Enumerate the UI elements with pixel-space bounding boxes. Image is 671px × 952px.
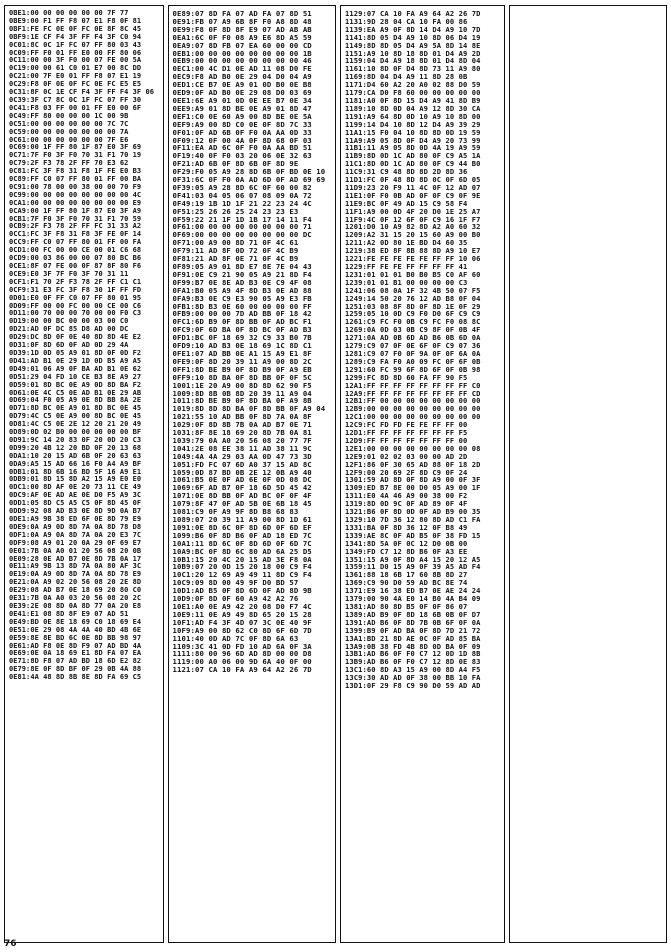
hex-dump-line: 0EA9:07 8D FB 07 EA 60 00 00 CD [172,40,312,50]
hex-dump-line: 0E71:8D F8 07 AD BD 18 6D E2 82 [9,657,142,666]
hex-dump-line: 0DC9:AF 0E AD AE 0E D0 F5 A9 3C [9,491,142,500]
hex-dump-line: 10D9:0F 8D 0F 60 A9 42 A2 76 [172,594,299,604]
hex-dump-line: 0D31:0F 8D 6D 0F AD 0D 29 4A [9,341,129,350]
hex-dump-line: 1281:C9 07 F0 0F 9A 0F 0F 6A 0A [345,348,481,358]
hex-dump-line: 1219:38 ED 8F 8B 88 8D A9 10 E7 [345,246,481,256]
hex-dump-line: 0D49:01 06 A9 0F BA AD B1 0E 62 [9,364,142,373]
hex-dump-line: 0ED1:CE B7 0E A9 01 0D B0 0E B8 [172,80,312,90]
hex-dump-line: 1019:8D 8D 8D BA 0F 8D BB 0F A9 04 [172,404,326,414]
hex-dump-line: 1191:A9 64 8D 0D 10 A9 10 8D 00 [345,111,481,121]
hex-dump-line: 0F81:21 AD 8F 0E 71 0F 4C B9 [172,254,299,264]
hex-dump-line: 1329:10 7D 36 12 80 8D AD C1 FA [345,515,481,524]
hex-dump-line: 0C01:8C 0C 1F FC 07 FF 80 03 43 [9,40,142,49]
hex-dump-line: 0C71:7F F0 3F F0 70 31 F1 70 19 [9,151,142,160]
hex-dump-line: 0EE1:6E A9 01 0D 0E EE B7 0E 34 [172,95,312,105]
hex-dump-line: 1051:FD FC 07 6D A0 37 15 AD 8C [172,459,312,469]
hex-dump-line: 13C9:30 AD AD 0F 38 00 BB 10 FA [345,673,481,683]
hex-dump-line: 0CA1:00 00 00 00 00 00 00 00 E9 [9,198,142,207]
hex-dump-line: 13A1:BD 21 8D AE 0C 0F AD 85 BA [345,633,481,643]
hex-dump-line: 1371:E9 16 38 ED B7 0E AE 24 24 [345,586,481,596]
hex-dump-line: 0CA9:00 1F FF 80 1F 87 E0 3F A9 [9,206,142,215]
hex-dump-line: 0E61:AD F8 0E 8D F9 07 AD BD 4A [9,641,142,650]
hex-dump-line: 0C61:00 00 00 00 00 00 7F E6 [9,135,129,144]
hex-dump-line: 0F71:00 A9 00 8D 71 0F 4C 61 [172,238,299,248]
hex-dump-line: 0C51:00 00 00 00 00 00 7C 7C [9,119,129,128]
hex-dump-line: 10F1:AD F4 3F 4D 07 3C 0E 40 9F [172,617,312,627]
hex-dump-line: 1139:EA A9 0F 8D 14 D4 A9 10 7D [345,24,481,34]
hex-dump-line: 0F29:F0 05 A9 28 8D 6B 0F BD 0E 10 [172,167,326,177]
hex-dump-line: 0ED9:0F AD B0 0E 29 08 D0 03 69 [172,88,312,98]
hex-dump-line: 1011:8D BE B9 0F 8D BA 0F A9 8B [172,396,312,406]
hex-dump-line: 0E21:0A A9 02 20 56 08 20 2E 8D [9,578,142,587]
hex-dump-line: 0DB1:01 8D 6B 16 BD 5F 16 A9 E1 [9,467,142,476]
hex-dump-line: 0E31:7B 0A A0 03 20 56 08 20 2C [9,594,142,603]
hex-dump-line: 1349:FD C7 12 8D B6 0F A3 EE [345,546,468,556]
hex-dump-line: 1291:60 FC 99 6F 8D 6F 0F 0B 98 [345,364,481,374]
hex-dump-line: 0BE9:00 F1 FF F8 07 E1 F8 0F 81 [9,16,142,25]
hex-dump-line: 10C1:20 12 69 A9 49 11 8D C9 F4 [172,570,312,580]
hex-dump-line: 10B9:07 20 0D 15 20 18 00 C9 F4 [172,562,312,572]
hex-dump-line: 0FF1:8D BE B9 0F 8D B9 0F A9 EB [172,364,312,374]
hex-dump-line: 0E69:0E 0A 18 69 E1 8D FA 07 EA [9,649,142,658]
hex-dump-line: 0FE9:0F 8D 20 39 11 A9 00 8D 2C [172,356,312,366]
hex-dump-line: 1381:AD 80 8D B5 0F 0F 86 07 [345,601,468,611]
hex-dump-line: 0D91:9C 14 20 83 0F 20 0D 20 C3 [9,435,142,444]
hex-dump-line: 1151:A9 10 8D 18 8D 01 D4 A9 2D [345,48,481,58]
hex-dump-line: 11F1:A9 00 0D 4F 20 D0 1E 25 A7 [345,206,481,216]
hex-dump-line: 12C9:FC FD FD FE FE FF FF 00 [345,420,468,430]
hex-dump-line: 0BF9:1E CF F4 3F FF F4 3F C0 94 [9,32,142,41]
hex-dump-line: 0D61:0E 4C C5 0E AD B1 0E 29 AB [9,388,142,397]
hex-dump-line: 12D9:FF FF FF FF FF FF FF 00 [345,435,468,445]
hex-dump-line: 0EF1:C0 0E 60 A9 00 8D BE 0E 5A [172,111,312,121]
hex-dump-line: 0FD9:10 AD B3 0E 18 69 1C 8D C1 [172,341,312,351]
hex-dump-line: 0FC9:0F 6D BA 0F 8D BC 0F AD B3 [172,325,312,335]
hex-dump-line: 0C69:00 1F FF 80 1F 87 E0 3F 69 [9,143,142,152]
hex-dump-line: 0F61:00 00 00 00 00 00 00 00 71 [172,222,312,232]
hex-dump-line: 10A9:BC 0F 8D 6C 80 AD 6A 25 D5 [172,546,312,556]
hex-dump-line: 1039:79 0A A0 20 56 08 20 77 7F [172,435,312,445]
hex-dump-line: 1029:0F 8D 8B 7B 0A AD B7 0E 71 [172,420,312,430]
hex-dump-line: 0D29:DC 8D 0F 0E 40 8D 8D 4E E2 [9,333,142,342]
hex-dump-line: 0F39:05 A9 28 8D 6C 0F 60 00 82 [172,182,312,192]
hex-dump-line: 0CD1:00 FC 00 00 CE 00 01 C6 68 [9,246,142,255]
hex-dump-line: 1171:D4 60 A2 20 A0 02 88 D0 59 [345,80,481,90]
hex-dump-line: 12E9:01 02 02 03 00 00 AD 2D [345,451,468,461]
hex-dump-line: 0C41:F8 03 FF 00 01 FF E0 00 6F [9,103,142,112]
hex-dump-line: 1229:FF FE FE FF FF FF FF 41 [345,262,468,271]
hex-dump-line: 1081:C9 0F A9 9F 8D B8 68 83 [172,507,299,517]
hex-dump-line: 1369:C9 90 D0 59 AD BC 8E 74 [345,578,468,588]
hex-dump-line: 0F01:0F AD 6B 0F F0 0A AA 0D 33 [172,127,312,137]
hex-dump-line: 0FB9:00 00 00 7D AD BB 0F 18 42 [172,309,312,319]
hex-dump-line: 1269:0A 0D 03 0B C9 8F 0F 0B 4F [345,325,481,335]
hex-dump-line: 1319:8D 0D 9C 0F AD 89 0F 4F [345,499,468,509]
hex-dump-line: 1341:8D 5A 0F 0C 12 D0 0B 00 [345,538,468,548]
hex-dump-line: 1309:ED B7 8E 00 D0 05 A9 00 1F [345,483,481,493]
hex-dump-line: 1089:07 20 39 11 A9 00 8D 1D 61 [172,515,312,524]
hex-dump-line: 0DA9:A5 15 AD 66 16 F0 A4 A9 BF [9,459,142,468]
hex-dump-line: 0C11:00 00 3F F0 00 07 FE 00 5A [9,56,142,65]
hex-dump-line: 0EC1:00 4C D1 0E AD 11 08 D0 FE [172,64,312,74]
hex-dump-line: 12A9:FF FF FF FF FF FF FF FF CD [345,388,481,398]
hex-dump-line: 0C91:00 78 00 00 38 00 00 70 F9 [9,182,142,191]
hex-dump-line: 1121:07 CA 10 FA A9 64 A2 26 7D [172,665,312,675]
hex-dump-line: 0C19:00 00 61 C0 01 E7 00 8C DD [9,64,142,73]
hex-dump-line: 12E1:00 00 00 00 00 00 00 00 08 [345,443,481,453]
hex-dump-line: 1271:0A AD 0B 6D AD B6 0B 6D 0A [345,333,481,343]
hex-dump-line: 1279:C9 07 0F 0E 6F 0F C9 07 36 [345,341,481,351]
hex-dump-line: 1109:3C 41 0D FD 10 AD 6A 0F 3A [172,641,312,651]
hex-dump-line: 0CE9:E0 3F 7F F0 3F 70 31 11 [9,269,129,278]
hex-dump-line: 0E09:28 0E AD B7 0E 8D 7B 0A 17 [9,554,142,563]
hex-dump-line: 10F9:A9 00 8D 62 C0 8D 6F 6D 7D [172,625,312,635]
hex-dump-line: 1211:A2 0D 80 1E BD D4 60 35 [345,238,468,248]
hex-dump-line: 0D89:0D 02 B0 00 00 00 00 00 BF [9,428,142,437]
hex-dump-line: 0CB1:7F F0 3F F0 70 31 F1 70 59 [9,214,142,223]
hex-dump-line: 1079:8F 47 0F AD 5B 0E 6B 18 45 [172,499,312,509]
hex-dump-line: 0EB9:00 00 00 00 00 00 00 00 46 [172,56,312,66]
hex-dump-line: 1361:88 18 6B 17 60 8B 8D 27 [345,570,468,580]
hex-dump-line: 11E9:BC 0F 49 AD 15 C9 58 F4 [345,198,468,208]
hex-dump-line: 1259:05 10 0D C9 F0 D0 6F C9 C9 [345,309,481,319]
hex-dump-line: 0E41:E1 08 8D 8F E9 07 AD 51 [9,609,129,618]
hex-dump-line: 12C1:00 00 00 00 00 00 00 00 00 [345,412,481,422]
hex-dump-line: 1071:0E 8D BB 0F AD BC 0F 0F 4F [172,491,312,501]
hex-dump-line: 12A1:FF FF FF FF FF FF FF FF C0 [345,380,481,390]
hex-dump-line: 1091:0E 8D 6C 0F 8D 6D 0F 6D EF [172,522,312,532]
hex-dump-line: 0D09:FF 00 00 FC 00 00 CE 00 C6 [9,301,142,310]
hex-dump-line: 0D59:01 8D BC 0E A9 0D 8D BA F2 [9,380,142,389]
hex-dump-line: 1009:8D 8B 0B 8D 20 39 11 A9 04 [172,388,312,398]
hex-dump-line: 13A9:0B 38 FD 4B 8D 0D BA 0F 09 [345,641,481,651]
hex-dump-line: 11A1:15 F0 04 10 8D 8D 0D 19 59 [345,127,481,137]
hex-dump-line: 0F19:40 0F F0 03 20 06 0E 32 63 [172,151,312,161]
hex-dump-line: 0C21:00 7F E0 01 FF F8 07 E1 19 [9,72,142,81]
hex-dump-line: 1141:8D 05 D4 A9 10 8D 06 D4 19 [345,32,481,42]
hex-dump-line: 0CC1:FC 3F F8 31 F8 3F FE 0F 14 [9,230,142,239]
hex-dump-line: 1339:AE 8C 0F AD B5 0F 38 FD 15 [345,530,481,540]
hex-dump-line: 11C1:8D 0D 1C AD 80 0F C9 44 B0 [345,159,481,169]
hex-dump-line: 0F51:25 26 26 25 24 23 23 E3 [172,206,299,216]
hex-dump-line: 1119:00 A0 06 00 9D 6A 40 0F 00 [172,657,312,667]
hex-dump-line: 1161:10 8D 0F D4 8D 73 11 A9 80 [345,64,481,74]
hex-dump-line: 0FC1:6D B9 0F 8D BB 0F AD BC F1 [172,317,312,327]
hex-dump-line: 0F69:00 00 00 00 00 00 00 00 DC [172,230,312,240]
hex-dump-line: 0D19:00 00 BC 00 00 03 00 C0 [9,317,129,326]
hex-dump-line: 1049:4A 4A 29 03 AA 0D 47 73 3D [172,451,312,461]
hex-dump-line: 0F89:05 A9 01 8D E7 8E 7E 04 43 [172,262,312,271]
hex-dump-line: 1249:14 50 20 76 12 AD B8 0F 04 [345,293,481,303]
hex-dump-line: 0F41:03 04 05 06 07 08 09 0A 72 [172,190,312,200]
hex-dump-line: 0DA1:10 20 15 AD 6B 0F 20 63 63 [9,451,142,460]
hex-dump-line: 0D71:8D BC 0E A9 01 8D BC 0E 45 [9,404,142,413]
hex-dump-line: 0CF1:F1 70 2F F3 78 2F FF C1 C1 [9,277,142,286]
hex-dump-line: 10C9:09 8D 00 49 9F D0 BD 57 [172,578,299,588]
hex-dump-line: 1239:01 01 B1 00 00 00 00 C3 [345,277,468,287]
hex-dump-line: 0F79:11 AD 8F 0D 72 0F 4C B9 [172,246,299,256]
hex-dump-line: 0D51:29 04 FD 10 CE B3 8E A9 27 [9,372,142,381]
hex-dump-line: 0FD1:BC 0F 18 69 32 C9 33 B0 7B [172,333,312,343]
hex-dump-line: 0E99:F8 0F 8D 8F E9 07 AD AB AB [172,24,312,34]
hex-dump-line: 0DF1:0A A9 0A 8D 7A 0A 20 E3 7C [9,530,142,539]
hex-dump-line: 0FB1:8D B3 0E 60 00 00 00 00 FF [172,301,312,311]
hex-dump-line: 1021:55 10 AD BB 0F 8D 7A 0A 8F [172,412,312,422]
hex-dump-line: 0EB1:00 00 00 00 00 00 00 00 1B [172,48,312,58]
hex-dump-line: 0C49:FF 80 00 00 00 1C 00 9B [9,111,129,120]
hex-dump-line: 0D21:AD 0F DC 85 D8 AD 00 DC [9,325,129,334]
hex-dump-line: 0E51:0E 29 08 4A 4A 40 BD 4B 6E [9,625,142,634]
hex-column-3 [340,5,505,943]
hex-dump-line: 1061:B5 0E 0F AD 6E 0F 0D 08 DC [172,475,312,485]
hex-dump-line: 1209:A2 31 15 20 15 60 A9 00 B0 [345,230,481,240]
hex-dump-line: 0FF9:10 8D BA 0F 8D BB 0F 0F 5C [172,372,312,382]
hex-dump-line: 0F09:12 0F 00 4A 0F 8D 68 0F 03 [172,135,312,145]
hex-dump-line: 0DE9:0A A9 0D 8D 7A 0A 8D 78 D8 [9,522,142,531]
hex-dump-line: 11A9:A9 05 8D 0F D4 A9 20 73 99 [345,135,481,145]
hex-dump-line: 10E9:11 0E A9 49 8D 65 20 15 28 [172,609,312,619]
hex-column-4 [509,5,668,943]
hex-dump-line: 0EF9:A9 00 8D C0 0E 0F 8D 7C 33 [172,119,312,129]
hex-dump-line: 12B9:00 00 00 00 00 00 00 00 00 [345,404,481,414]
hex-dump-line: 1201:D0 10 A9 82 8D A2 A0 60 32 [345,222,481,232]
hex-dump-line: 0E39:2E 08 8D 0A 8D 77 0A 20 E8 [9,601,142,610]
hex-dump-line: 12F9:00 20 69 2F 8D C9 0F 24 [345,467,468,477]
hex-dump-line: 0D69:04 F0 05 A9 0E 8D BB 8A 2E [9,396,142,405]
hex-dump-line: 0C99:00 00 00 00 00 00 00 00 4C [9,190,142,199]
hex-dump-line: 0D81:4C C5 0E 2E 12 20 21 20 49 [9,420,142,429]
hex-dump-line: 0E49:BD 0E 8E 18 69 C0 18 69 E4 [9,617,142,626]
hex-dump-line: 1059:0D 87 BD 0B 2E 12 0B A9 40 [172,467,312,477]
hex-dump-line: 0DF9:08 A9 01 20 0A 29 0F 69 E7 [9,538,142,547]
hex-dump-line: 1159:04 D4 A9 18 8D 01 D4 8D 04 [345,56,481,66]
hex-dump-line: 1129:07 CA 10 FA A9 64 A2 26 7D [345,9,481,18]
hex-dump-line: 11B9:8D 0D 1C AD 80 0F C9 A5 1A [345,151,481,161]
hex-dump-line: 0D79:4C C5 0E A9 00 8D BC 0E 45 [9,412,142,421]
hex-dump-line: 0C09:FF F0 01 FF E0 00 FF 80 06 [9,48,142,57]
hex-dump-line: 11D1:FC 0F 48 8D 8D 0C 0F 6D 05 [345,175,481,185]
hex-dump-line: 0CD9:00 03 86 00 00 07 80 BC B6 [9,254,142,263]
hex-dump-line: 1261:C9 FC F0 0B C9 FC F0 08 8C [345,317,481,327]
hex-dump-line: 0F49:19 1B 1D 1F 21 22 23 24 4C [172,198,312,208]
hex-dump-line: 0D01:E0 0F FF C0 07 FF 80 01 95 [9,293,142,302]
hex-dump-line: 0E01:7B 0A A0 01 20 56 08 20 0B [9,546,142,555]
hex-dump-line: 0CB9:2F F3 78 2F FF FC 31 33 A2 [9,222,142,231]
hex-dump-line: 0C81:FC 3F F8 31 F8 1F FE E0 B3 [9,167,142,176]
hex-column-1 [4,5,164,943]
hex-dump-line: 1391:AD B6 0F 8D 7B 0B 6F 0F 0A [345,617,481,627]
hex-column-2 [168,5,336,943]
hex-dump-line: 12B1:FF 00 00 00 00 00 00 00 00 [345,396,481,406]
hex-dump-line: 1379:00 90 4A E0 14 B0 4A B4 09 [345,594,481,604]
hex-dump-line: 0C39:3F C7 8C 0C 1F FC 07 FF 30 [9,95,142,104]
hex-dump-line: 13B9:AD B6 0F F0 C7 12 8D 0E 83 [345,657,481,667]
hex-dump-line: 1031:8F 8E 18 69 20 8D 7B 0A 81 [172,428,312,438]
hex-dump-line: 1189:10 8D 0D 04 A9 12 8D 30 CA [345,103,481,113]
page-number: 76 [4,939,17,949]
hex-dump-line: 13D1:0F 29 F8 C9 90 D0 59 AD AD [345,681,481,691]
hex-dump-line: 1351:15 A9 0F 8D A4 15 20 12 A5 [345,554,481,564]
hex-dump-line: 1251:03 08 8F 8D 0F 8D 1E 0F 29 [345,301,481,311]
hex-dump-line: 0C79:2F F3 78 2F FF 70 E3 62 [9,159,129,168]
hex-dump-line: 0D39:1D 0D 05 A9 01 8D 0F 0D F2 [9,348,142,357]
hex-dump-line: 0E19:0A A9 0D 8D 7A 0A 8D 78 E9 [9,570,142,579]
hex-dump-line: 0FA9:B3 0E C9 E3 90 05 A9 E3 FB [172,293,312,303]
hex-dump-line: 0C29:F8 0F 0E 0F FC 0E FC E5 E5 [9,80,142,89]
hex-dump-line: 0DD9:92 08 AD B3 0E 8D 9D 0A B7 [9,507,142,516]
hex-dump-line: 0E91:FB 07 A9 6B 8F F0 A8 8D 48 [172,16,312,26]
hex-dump-line: 0F99:B7 0E 8E AD B3 0E C9 4F 08 [172,277,312,287]
hex-dump-line: 1069:6F AD B7 0F 18 6D 5D 45 42 [172,483,312,493]
hex-dump-line: 0E81:4A 48 8D 8B 8E 8D FA 69 C5 [9,673,142,682]
hex-dump-line: 0D99:20 4B 12 20 BD 0F 20 13 68 [9,443,142,452]
hex-dump-line: 1289:C9 FA F0 A0 09 FC 0F 6F 0B [345,356,481,366]
hex-dump-line: 10E1:A0 0E A9 42 20 08 D0 F7 4C [172,601,312,611]
hex-dump-line: 0CF9:31 E3 FC 3F F8 30 1F FF FD [9,285,142,294]
hex-dump-line: 0E89:07 8D FA 07 AD FA 07 8D 51 [172,9,312,18]
hex-dump-line: 0FA1:B0 05 A9 4F 8D B3 0E AD 88 [172,285,312,295]
hex-dump-line: 1101:40 0D AD 7C 0F 8D 6A 63 [172,633,299,643]
hex-dump-line: 11D9:23 20 F9 11 4C 0F 12 AD 07 [345,182,481,192]
hex-dump-line: 10D1:AD B5 0F 8D 6D 0F AD 8D 9B [172,586,312,596]
hex-dump-line: 1099:B6 0F 8D B6 0F AD 18 ED 7C [172,530,312,540]
hex-dump-line: 0C89:FF C0 07 FF 80 01 FF 00 BA [9,175,142,184]
hex-dump-line: 0EE9:A9 01 8D BE 0E A9 01 8D 47 [172,103,312,113]
hex-dump-line: 1399:B9 0F AD BA 0F 8D 7D 21 72 [345,625,481,635]
hex-dump-line: 0DB9:01 8D 15 8D A2 15 A9 E0 E0 [9,475,142,484]
hex-dump-line: 1149:8D 8D 05 D4 A9 5A 8D 14 8E [345,40,481,50]
hex-dump-line: 1221:FE FE FE FE FE FF FF 10 06 [345,254,481,264]
hex-dump-line: 0E11:A9 9B 13 8D 7A 0A 80 AF 3C [9,562,142,571]
hex-dump-line: 1231:01 01 01 B0 B0 B5 C0 AF 60 [345,269,481,279]
hex-dump-line: 0D41:AD B1 0E 29 1D 0D B5 A9 A5 [9,356,142,365]
hex-dump-line: 0DC1:00 8D AF 0E 20 73 11 CE 49 [9,483,142,492]
hex-dump-line: 1181:A0 0F 8D 15 D4 A9 41 8D B9 [345,95,481,105]
hex-dump-line: 13C1:60 8D A3 15 A9 00 8D A4 F5 [345,665,481,675]
hex-dump-line: 1299:FC 8D 8D 60 FA FF 90 F5 [345,372,468,382]
hex-dump-line: 1041:2E 08 EE 38 11 AD 38 11 9C [172,443,312,453]
hex-dump-line: 13B1:AD B6 0F F0 C7 12 0D 1D 8B [345,649,481,659]
hex-dump-line: 0E79:8E 0F 8D BF 0F 29 0B 4A 88 [9,665,142,674]
hex-dump-line: 0BE1:00 00 00 00 00 00 7F 77 [9,9,129,17]
hex-dump-line: 1389:AD B9 0F 8D 18 6B 0B 0F D7 [345,609,481,619]
listing-page [4,5,667,943]
hex-dump-line: 1169:8D 04 D4 A9 11 8D 28 0B [345,72,468,82]
hex-dump-line: 1001:1E 20 A9 00 8D 8D 62 90 F5 [172,380,312,390]
hex-dump-line: 0F31:6C 0F F0 0A AD 6D 0F AD 69 69 [172,175,326,185]
hex-dump-line: 1359:11 D0 15 A9 0F 39 A5 AD F4 [345,562,481,572]
hex-dump-line: 0C31:8F 0C 1E CF F4 3F FF F4 3F 06 [9,88,154,97]
hex-dump-line: 11E1:0F F0 0B AD 0F 0F C9 0F 9E [345,190,481,200]
hex-dump-line: 0E29:08 AD B7 0E 18 69 20 80 C0 [9,586,142,595]
hex-dump-line: 0C59:00 00 00 00 00 00 00 7A [9,127,129,136]
hex-dump-line: 12F1:86 0F 30 65 AD 88 0F 18 2D [345,459,481,469]
hex-dump-line: 0CC9:FF C0 07 FF 80 01 FF 00 FA [9,238,142,247]
hex-dump-line: 0F21:AD 6B 0F 8D 6B 0F 8D 9E [172,159,299,169]
hex-dump-line: 0CE1:8F 07 FE 00 0F 87 8F 80 F6 [9,262,142,270]
hex-dump-line: 0DE1:A9 9B 38 ED 6F 0E 8D 79 E9 [9,515,142,523]
hex-dump-line: 12D1:FF FF FF FF FF FF FF F5 [345,428,468,438]
hex-dump-line: 0D11:00 70 00 00 70 00 00 F0 C3 [9,309,142,318]
hex-dump-line: 1311:E0 4A 46 A9 00 38 00 F2 [345,491,468,501]
hex-dump-line: 1199:14 D4 10 8D 12 D4 A9 39 29 [345,119,481,129]
hex-dump-line: 1111:80 00 96 6D AD 8D 00 00 D8 [172,649,312,659]
hex-dump-line: 1131:9D 28 04 CA 10 FA 00 86 [345,16,468,26]
hex-dump-line: 0E59:8E 8E BD 6C 0E 8D BB 98 97 [9,633,142,642]
hex-dump-line: 11C9:31 C9 48 8D 8D 2D 8D 36 [345,167,468,177]
hex-dump-line: 0F91:0E C9 21 90 05 A9 21 8D F4 [172,269,312,279]
hex-dump-line: 11F9:4C 0F 12 6F 0F C9 16 1F F7 [345,214,481,224]
hex-dump-line: 0EA1:6C 0F F0 08 A9 E6 8D A5 59 [172,32,312,42]
hex-dump-line: 0BF1:FE FC 0E 0F FC 0E 8F 8C 45 [9,24,142,33]
hex-dump-line: 1301:59 AD 8D 0F 8D A9 00 0F 3F [345,475,481,485]
hex-dump-line: 0EC9:F8 AD B0 0E 29 04 D0 04 A9 [172,72,312,82]
hex-dump-line: 0DD1:05 8D C5 A5 C5 0F 8D 45 0F [9,499,142,508]
hex-dump-line: 1331:BA 0F 8D 36 12 0F B8 49 [345,522,468,532]
hex-dump-line: 0F59:22 21 1F 1D 1B 17 14 11 F4 [172,214,312,224]
hex-dump-line: 1321:B6 0F 8D 0D 0F AD B9 00 35 [345,507,481,517]
hex-dump-line: 0F11:EA AD 6C 0F F0 0A AA BD 51 [172,143,312,153]
hex-dump-line: 11B1:11 A9 05 8D 0D 4A 19 A9 59 [345,143,481,153]
hex-dump-line: 1179:CA D0 F8 60 00 00 00 00 00 [345,88,481,98]
hex-dump-line: 1241:06 08 0A 1F 32 4B 50 07 F5 [345,285,481,295]
hex-dump-line: 10B1:15 20 4C 20 15 AD 3E F8 0A [172,554,312,564]
hex-dump-line: 10A1:11 8D 6C 0F 8D 6D 0F 6D 7C [172,538,312,548]
hex-dump-line: 0FE1:07 AD BB 0E A1 15 A9 E1 8F [172,348,312,358]
